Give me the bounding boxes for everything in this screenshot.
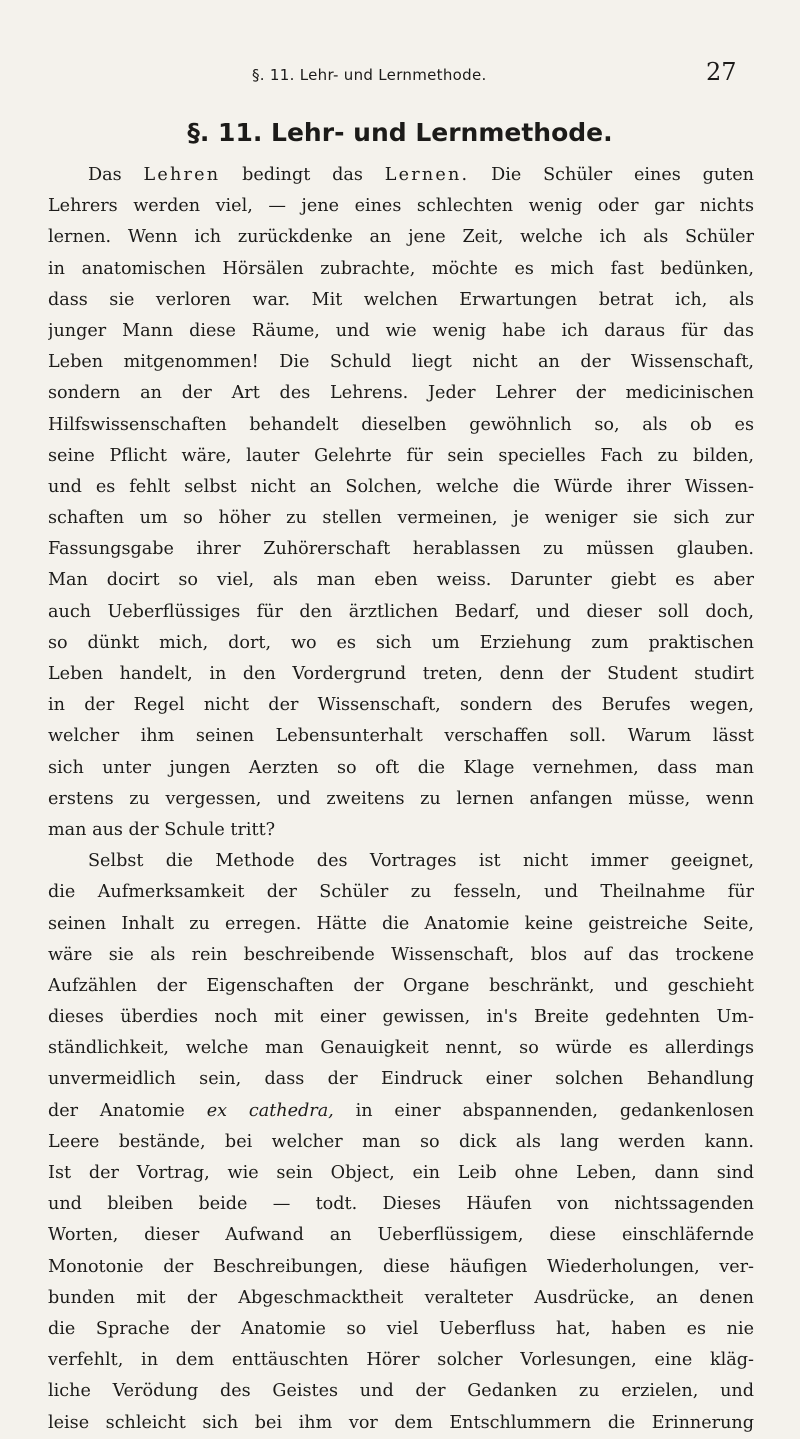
section-heading: §. 11. Lehr- und Lernmethode. [187,118,613,147]
text-line: Monotonie der Beschreibungen, diese häufigen Wiederholungen, ver- [48,1256,754,1277]
text-line: seine Pflicht wäre, lauter Gelehrte für sein specielles Fach zu bilden, [48,445,754,466]
text-line: so dünkt mich, dort, wo es sich um Erziehung zum praktischen [48,632,754,653]
text-line: Selbst die Methode des Vortrages ist nicht immer geeignet, [88,851,754,872]
text-line: lernen. Wenn ich zurückdenke an jene Zeit, welche ich als Schüler [48,227,754,248]
text-line: Hilfswissenschaften behandelt dieselben gewöhnlich so, als ob es [48,414,754,435]
text-line: verfehlt, in dem enttäuschten Hörer solcher Vorlesungen, eine kläg- [48,1350,754,1371]
text-line: Lehrers werden viel, — jene eines schlechten wenig oder gar nichts [48,196,754,217]
text-line: leise schleicht sich bei ihm vor dem Entschlummern die Erinnerung [48,1412,754,1433]
text-line: und es fehlt selbst nicht an Solchen, welche die Würde ihrer Wissen- [48,476,754,497]
text-line: Ist der Vortrag, wie sein Object, ein Leib ohne Leben, dann sind [48,1163,754,1183]
text-line: sondern an der Art des Lehrens. Jeder Lehrer der medicinischen [48,383,754,404]
text-line: junger Mann diese Räume, und wie wenig habe ich daraus für das [48,320,754,341]
text-line: seinen Inhalt zu erregen. Hätte die Anatomie keine geistreiche Seite, [48,913,754,934]
text-line: die Aufmerksamkeit der Schüler zu fesseln, und Theilnahme für [48,882,754,903]
running-header [0,58,800,88]
text-line: dieses überdies noch mit einer gewissen, in's Breite gedehnten Um- [48,1007,754,1028]
running-title: §. 11. Lehr- und Lernmethode. [252,66,487,84]
text-line: Worten, dieser Aufwand an Ueberflüssigem, diese einschläfernde [48,1225,754,1246]
body-text [48,160,754,1439]
text-line: und bleiben beide — todt. Dieses Häufen von nichtssagenden [48,1194,754,1215]
text-line: dass sie verloren war. Mit welchen Erwartungen betrat ich, als [48,289,754,310]
text-line: Leben mitgenommen! Die Schuld liegt nicht an der Wissenschaft, [48,352,754,373]
text-line: sich unter jungen Aerzten so oft die Klage vernehmen, dass man [48,757,754,778]
text-line: schaften um so höher zu stellen vermeinen, je weniger sie sich zur [48,508,754,529]
text-line: welcher ihm seinen Lebensunterhalt verschaffen soll. Warum lässt [48,726,754,747]
text-line: Fassungsgabe ihrer Zuhörerschaft herablassen zu müssen glauben. [48,539,754,560]
text-line: die Sprache der Anatomie so viel Ueberfluss hat, haben es nie [48,1318,754,1339]
text-line: in der Regel nicht der Wissenschaft, sondern des Berufes wegen, [48,695,754,716]
latin-phrase: ex cathedra, [206,1100,334,1121]
text-line: erstens zu vergessen, und zweitens zu lernen anfangen müsse, wenn [48,788,754,809]
text-line: bunden mit der Abgeschmacktheit veralteter Ausdrücke, an denen [48,1287,754,1308]
text-line: man aus der Schule tritt? [48,819,276,840]
text-line: Leben handelt, in den Vordergrund treten, denn der Student studirt [48,664,754,684]
text-line: ständlichkeit, welche man Genauigkeit nennt, so würde es allerdings [48,1038,754,1059]
text-line: unvermeidlich sein, dass der Eindruck einer solchen Behandlung [48,1069,754,1090]
text-line: auch Ueberflüssiges für den ärztlichen Bedarf, und dieser soll doch, [48,601,754,622]
text-line: der Anatomie ex cathedra, in einer abspannenden, gedankenlosen [48,1100,754,1121]
text-line: Aufzählen der Eigenschaften der Organe beschränkt, und geschieht [48,975,754,996]
text-line: Man docirt so viel, als man eben weiss. Darunter giebt es aber [48,570,754,591]
text-line: Leere bestände, bei welcher man so dick als lang werden kann. [48,1131,754,1152]
text-line: wäre sie als rein beschreibende Wissenschaft, blos auf das trockene [48,944,754,965]
text-line: liche Verödung des Geistes und der Gedanken zu erzielen, und [48,1381,754,1402]
text-line: Das Lehren bedingt das Lernen. Die Schüler eines guten [88,165,754,185]
page-number: 27 [706,58,737,86]
text-line: in anatomischen Hörsälen zubrachte, möchte es mich fast bedünken, [48,258,754,279]
